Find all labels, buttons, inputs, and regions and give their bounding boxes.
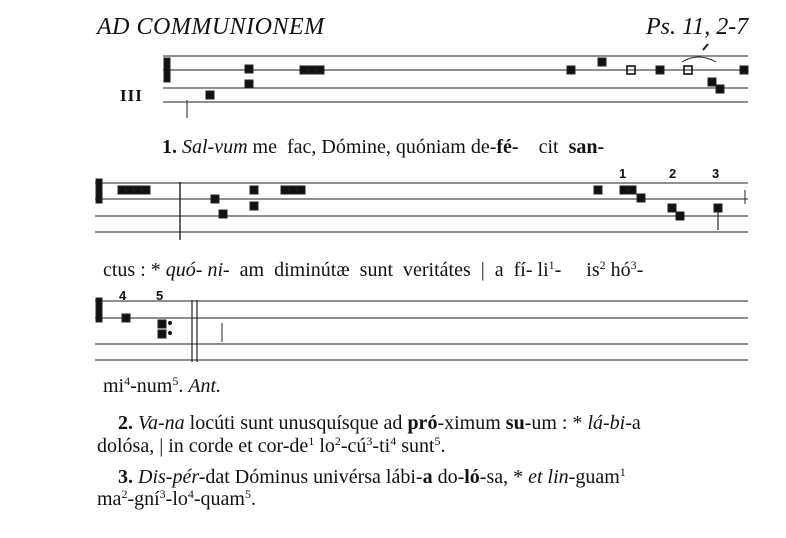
staff-2 [95, 179, 748, 240]
text-segment: locúti sunt unusquísque ad [184, 412, 408, 434]
clef-3 [96, 298, 102, 322]
verse-1-text-cont [103, 259, 643, 281]
text-segment: me fac, Dómine, quóniam de- [247, 136, 497, 158]
text-segment: sunt [396, 435, 435, 457]
text-segment: 1 [619, 465, 626, 479]
text-segment: ma [97, 488, 122, 510]
text-segment: 5 [434, 434, 441, 448]
text-segment: 3. [118, 466, 133, 488]
text-segment: 3 [366, 434, 373, 448]
text-segment: 3 [159, 487, 166, 501]
cadence-figure-3: 3 [712, 166, 720, 181]
text-segment: guam [575, 466, 620, 488]
verse-1-text [182, 136, 604, 158]
text-segment: hó [605, 259, 631, 281]
text-segment: Va-na [138, 412, 185, 434]
verse-3-text [118, 466, 626, 488]
text-segment: do- [432, 466, 465, 488]
text-segment: . [440, 435, 446, 457]
verse-1-line-1 [162, 136, 604, 159]
text-segment: -lo [165, 488, 188, 510]
verse-1-number: 1. [162, 136, 177, 158]
verse-2-line-2 [97, 434, 446, 458]
verse-1-line-3 [103, 374, 221, 398]
text-segment: -quam [193, 488, 245, 510]
text-segment: Dis-pér- [138, 466, 206, 488]
text-segment: lo [314, 435, 335, 457]
text-segment: Ant. [188, 375, 222, 397]
text-segment: . [250, 488, 256, 510]
text-segment: -sa, * [479, 466, 529, 488]
text-segment: quó- ni- [165, 259, 230, 281]
text-segment: lá-bi- [587, 412, 632, 434]
text-segment: 2 [334, 434, 341, 448]
verse-1-line-2 [103, 258, 643, 282]
clef-1 [164, 58, 170, 82]
staff-3 [95, 298, 748, 362]
text-segment: -gní [127, 488, 160, 510]
verse-2-text-cont [97, 435, 446, 457]
verse-2-text [118, 412, 641, 434]
text-segment: -ti [372, 435, 391, 457]
text-segment: -um : * [524, 412, 588, 434]
text-segment: 5 [172, 374, 179, 388]
text-segment: -cú [340, 435, 367, 457]
text-segment: - [636, 259, 644, 281]
text-segment: -ximum [437, 412, 506, 434]
text-segment: Sal-vum [182, 136, 248, 158]
cadence-figure-1: 1 [619, 166, 627, 181]
text-segment: pró [407, 412, 438, 434]
text-segment: ló [464, 466, 480, 488]
text-segment: . [178, 375, 189, 397]
text-segment: 2 [599, 258, 606, 272]
verse-3-text-cont [97, 488, 256, 510]
section-title: AD COMMUNIONEM [97, 14, 325, 40]
text-segment: 3 [630, 258, 637, 272]
cadence-figure-5: 5 [156, 288, 164, 303]
text-segment: su [505, 412, 525, 434]
clef-2 [96, 179, 102, 203]
text-segment: - is [554, 259, 600, 281]
verse-1-ending [103, 375, 221, 397]
text-segment: ctus : * [103, 259, 166, 281]
verse-3-line-1 [118, 465, 626, 489]
text-segment: 4 [124, 374, 131, 388]
text-segment: dolósa, | in corde et cor-de [97, 435, 309, 457]
text-segment: 4 [390, 434, 397, 448]
text-segment: dat Dóminus univérsa lábi- [205, 466, 423, 488]
staff-1 [163, 44, 748, 118]
text-segment: am diminútæ sunt veritátes | a fí- li [229, 259, 549, 281]
text-segment: 2 [121, 487, 128, 501]
text-segment: a [422, 466, 433, 488]
text-segment: fé- [496, 136, 519, 158]
verse-3-line-2 [97, 487, 256, 511]
text-segment: 1 [548, 258, 555, 272]
text-segment: 2. [118, 412, 133, 434]
cadence-figure-4: 4 [119, 288, 127, 303]
text-segment: 1 [308, 434, 315, 448]
verse-2-line-1 [118, 412, 641, 435]
text-segment: a [631, 412, 641, 434]
text-segment: -num [130, 375, 173, 397]
text-segment: mi [103, 375, 125, 397]
text-segment: 4 [187, 487, 194, 501]
text-segment: san- [568, 136, 605, 158]
text-segment: et lin- [528, 466, 576, 488]
cadence-figure-2: 2 [669, 166, 677, 181]
text-segment: 5 [244, 487, 251, 501]
mode-numeral: III [120, 86, 143, 105]
psalm-reference: Ps. 11, 2-7 [646, 14, 749, 40]
text-segment: cit [518, 136, 569, 158]
